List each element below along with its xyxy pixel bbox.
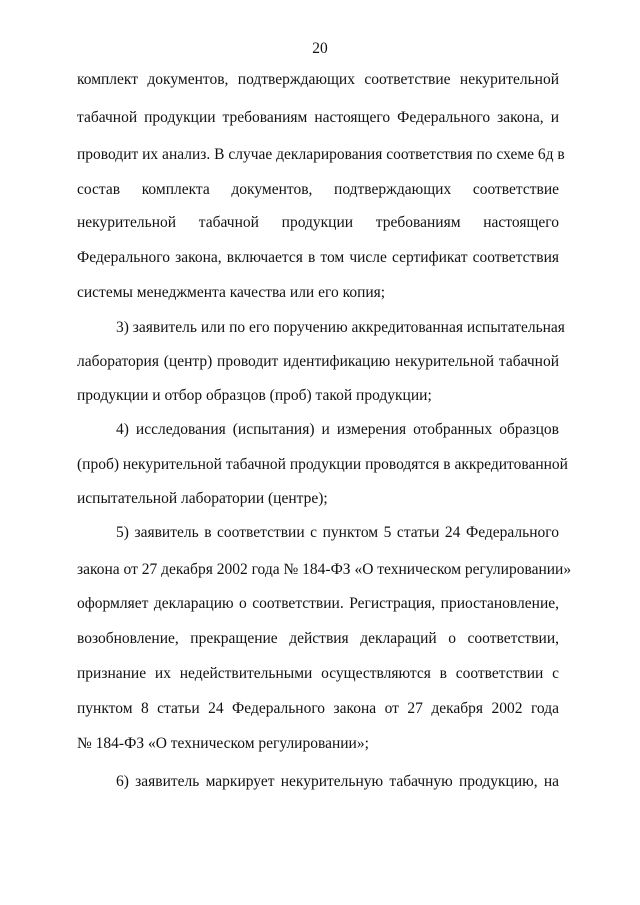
text-line-3: проводит их анализ. В случае декларирования соответствия по схеме 6д в	[77, 146, 565, 163]
text-line-5: некурительной табачной продукции требованиям настоящего	[77, 214, 559, 231]
text-line-2: табачной продукции требованиям настоящего Федерального закона, и	[77, 109, 559, 126]
text-line-19: пунктом 8 статьи 24 Федерального закона от 27 декабря 2002 года	[77, 700, 559, 717]
text-line-21: 6) заявитель маркирует некурительную табачную продукцию, на	[116, 773, 559, 790]
text-line-20: № 184-ФЗ «О техническом регулировании»;	[77, 735, 369, 752]
text-line-4: состав комплекта документов, подтверждающих соответствие	[77, 181, 559, 198]
text-line-7: системы менеджмента качества или его копия;	[77, 284, 386, 301]
text-line-17: возобновление, прекращение действия деклараций о соответствии,	[77, 630, 559, 647]
text-line-16: оформляет декларацию о соответствии. Регистрация, приостановление,	[77, 595, 559, 612]
text-line-18: признание их недействительными осуществляются в соответствии с	[77, 665, 559, 682]
text-line-6: Федерального закона, включается в том числе сертификат соответствия	[77, 249, 559, 266]
text-line-15: закона от 27 декабря 2002 года № 184-ФЗ «О техническом регулировании»	[77, 561, 572, 578]
text-line-14: 5) заявитель в соответствии с пунктом 5 статьи 24 Федерального	[116, 524, 559, 541]
text-line-11: 4) исследования (испытания) и измерения отобранных образцов	[116, 421, 559, 438]
text-line-9: лаборатория (центр) проводит идентификацию некурительной табачной	[77, 353, 559, 370]
text-line-13: испытательной лаборатории (центре);	[77, 490, 328, 507]
text-line-10: продукции и отбор образцов (проб) такой продукции;	[77, 387, 432, 404]
text-line-12: (проб) некурительной табачной продукции проводятся в аккредитованной	[77, 456, 568, 473]
text-line-8: 3) заявитель или по его поручению аккредитованная испытательная	[116, 319, 565, 336]
text-line-1: комплект документов, подтверждающих соответствие некурительной	[77, 71, 559, 88]
page-number: 20	[312, 40, 328, 57]
